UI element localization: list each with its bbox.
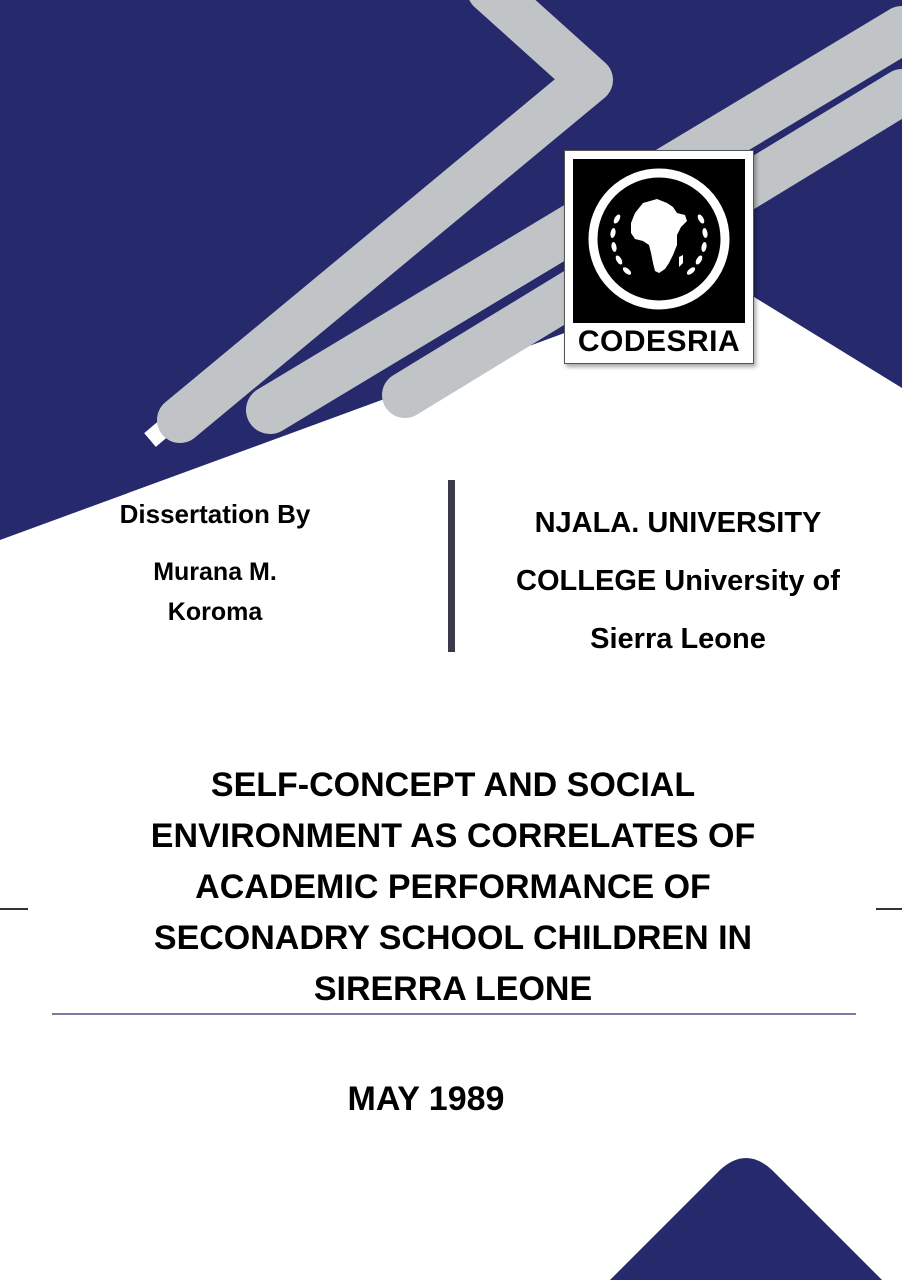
institution-line2: COLLEGE University of	[516, 565, 840, 597]
title-line1: SELF-CONCEPT AND SOCIAL	[210, 766, 696, 804]
africa-laurel-emblem-icon	[573, 159, 745, 323]
title-line4: SECONADRY SCHOOL CHILDREN IN	[153, 919, 753, 957]
margin-tick-left	[0, 908, 28, 910]
publication-date: MAY 1989	[347, 1080, 505, 1118]
logo-emblem-panel	[573, 159, 745, 323]
institution-line1: NJALA. UNIVERSITY	[534, 507, 822, 539]
author-name-line2: Koroma	[167, 598, 263, 626]
navy-wedge-top	[0, 0, 902, 540]
dissertation-title	[50, 760, 856, 1015]
institution-block	[478, 494, 878, 668]
author-name-line1: Murana M.	[153, 558, 277, 586]
institution-line3: Sierra Leone	[590, 623, 766, 655]
margin-tick-right	[876, 908, 902, 910]
codesria-logo	[564, 150, 754, 364]
author-label: Dissertation By	[119, 499, 311, 529]
title-line3: ACADEMIC PERFORMANCE OF	[195, 868, 711, 906]
title-underline-rule	[52, 1013, 856, 1015]
vertical-divider	[448, 480, 455, 652]
author-block	[60, 496, 370, 632]
title-line5: SIRERRA LEONE	[313, 970, 593, 1008]
author-name	[60, 552, 370, 632]
navy-triangle-bottom	[610, 1158, 882, 1280]
title-line2: ENVIRONMENT AS CORRELATES OF	[150, 817, 756, 855]
logo-wordmark: CODESRIA	[577, 325, 741, 358]
